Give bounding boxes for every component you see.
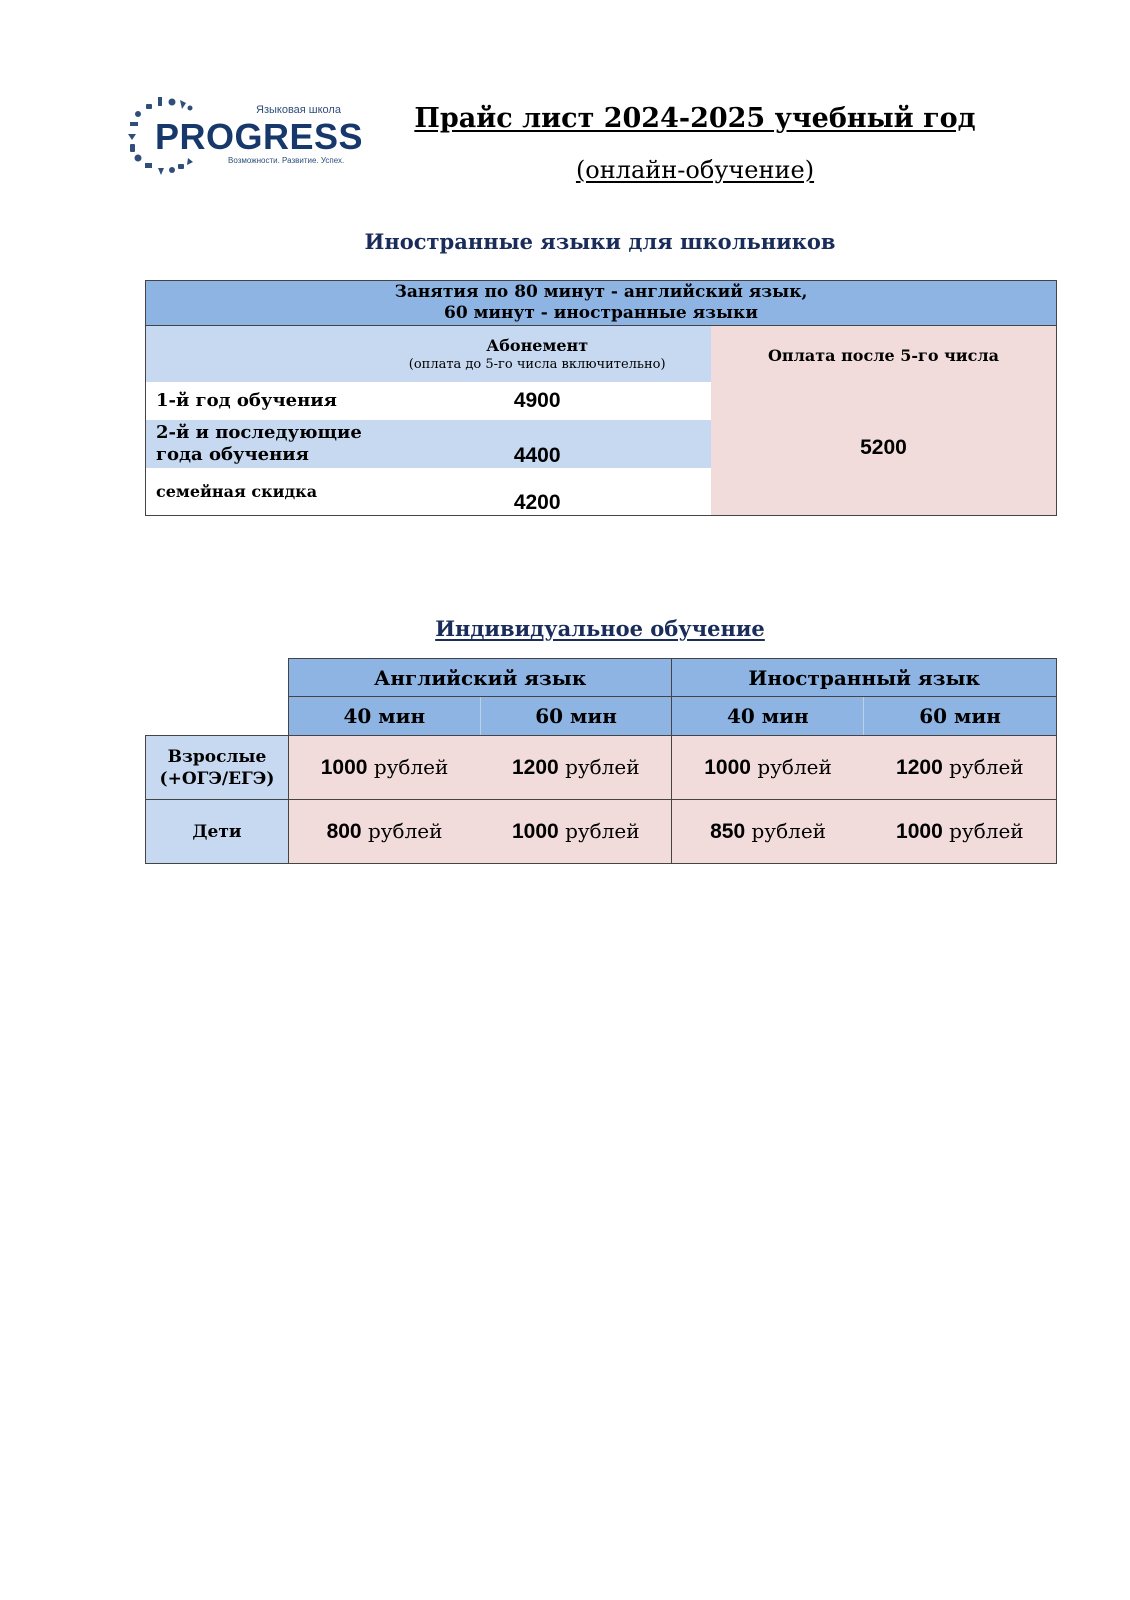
duration-header: 60 мин: [480, 697, 672, 736]
group-table-header: [146, 281, 1057, 326]
group-section-heading: Иностранные языки для школьников: [364, 229, 836, 254]
price-value: 1200: [896, 756, 943, 779]
price-value: 1200: [512, 756, 559, 779]
price-family: 4200: [363, 468, 711, 516]
row-label-year2-line1: 2-й и последующие: [156, 421, 362, 443]
duration-header: 40 мин: [672, 697, 864, 736]
duration-header: 40 мин: [288, 697, 480, 736]
late-payment-price: 5200: [711, 382, 1057, 516]
category-adults-line1: Взрослые: [167, 746, 267, 767]
lang-header-foreign: Иностранный язык: [672, 659, 1057, 697]
price-value: 1000: [896, 820, 943, 843]
price-value: 800: [326, 820, 362, 843]
price-year1: 4900: [363, 382, 711, 420]
group-price-table: [145, 280, 1057, 516]
price-cell: [864, 736, 1057, 800]
category-adults-line2: (+ОГЭ/ЕГЭ): [159, 768, 275, 789]
subscription-label: Абонемент: [486, 336, 589, 355]
price-cell: [480, 800, 672, 864]
lang-header-english: Английский язык: [288, 659, 672, 697]
currency-label: рублей: [565, 755, 640, 779]
price-value: 1000: [512, 820, 559, 843]
row-label-family: семейная скидка: [146, 468, 364, 516]
duration-header: 60 мин: [864, 697, 1057, 736]
table-blank-corner-2: [146, 697, 289, 736]
subscription-note: (оплата до 5-го числа включительно): [408, 357, 666, 372]
logo-school-label: Языковая школа: [256, 104, 341, 116]
currency-label: рублей: [565, 819, 640, 843]
row-label-year1: 1-й год обучения: [146, 382, 364, 420]
group-table-header-line2: 60 минут - иностранные языки: [444, 303, 758, 323]
price-cell: [288, 800, 480, 864]
group-table-header-line1: Занятия по 80 минут - английский язык,: [394, 282, 808, 302]
row-label-year2-line2: года обучения: [156, 443, 309, 465]
category-children: Дети: [146, 800, 289, 864]
price-cell: [480, 736, 672, 800]
category-adults: [146, 736, 289, 800]
logo-tagline: Возможности. Развитие. Успех.: [228, 156, 345, 165]
price-cell: [672, 736, 864, 800]
price-year2: 4400: [363, 420, 711, 468]
price-value: 1000: [704, 756, 751, 779]
currency-label: рублей: [949, 819, 1024, 843]
price-cell: [288, 736, 480, 800]
page-title: Прайс лист 2024-2025 учебный год: [414, 103, 976, 134]
individual-price-table: [145, 658, 1057, 864]
currency-label: рублей: [751, 819, 826, 843]
individual-section-heading: Индивидуальное обучение: [435, 616, 765, 641]
price-value: 1000: [320, 756, 368, 779]
price-value: 850: [710, 820, 746, 843]
subscription-header: [363, 326, 711, 382]
group-table-corner: [146, 326, 364, 382]
table-blank-corner: [146, 659, 289, 697]
currency-label: рублей: [757, 755, 832, 779]
school-logo: [120, 92, 364, 182]
page-subtitle: (онлайн-обучение): [575, 156, 815, 184]
logo-brand-name: PROGRESS: [155, 116, 364, 157]
price-cell: [864, 800, 1057, 864]
currency-label: рублей: [367, 819, 443, 843]
price-cell: [672, 800, 864, 864]
currency-label: рублей: [949, 755, 1024, 779]
row-label-year2: [146, 420, 364, 468]
currency-label: рублей: [373, 755, 449, 779]
late-payment-header: Оплата после 5-го числа: [711, 326, 1057, 382]
